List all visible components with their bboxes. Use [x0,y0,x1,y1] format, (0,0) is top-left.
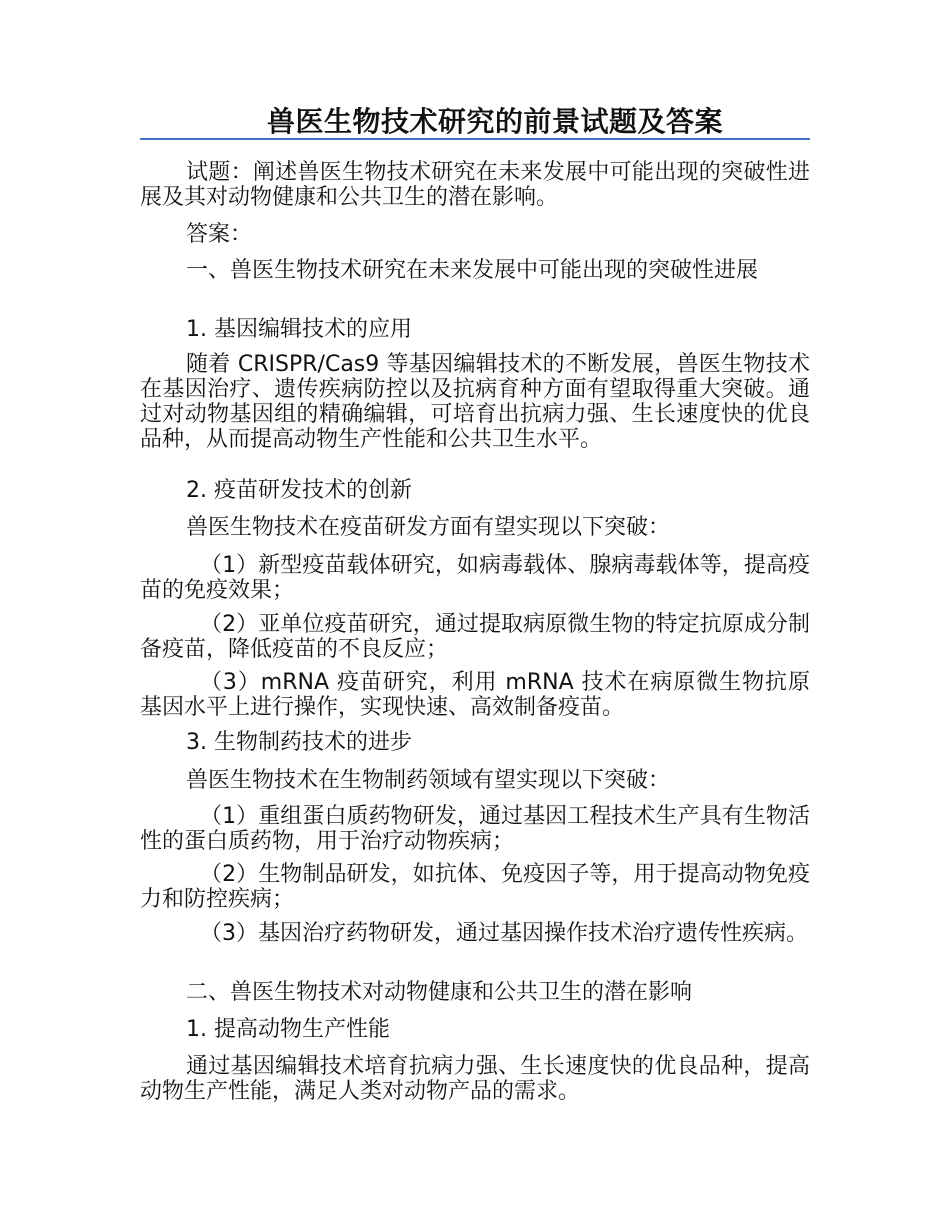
paragraph-productivity: 通过基因编辑技术培育抗病力强、生长速度快的优良品种，提高动物生产性能，满足人类对动物产品的需求。 [140,1054,810,1104]
paragraph-vaccine-intro: 兽医生物技术在疫苗研发方面有望实现以下突破： [186,515,671,540]
subheading-gene-editing: 1. 基因编辑技术的应用 [186,317,412,342]
list-item-vaccine-1: （1）新型疫苗载体研究，如病毒载体、腺病毒载体等，提高疫苗的免疫效果； [140,553,810,603]
paragraph-gene-editing: 随着 CRISPR/Cas9 等基因编辑技术的不断发展，兽医生物技术在基因治疗、遗传疾病防控以及抗病育种方面有望取得重大突破。通过对动物基因组的精确编辑，可培育出抗病力强、生长速度快的优良品种，从而提高动物生产性能和公共卫生水平。 [140,352,810,452]
list-item-biopharma-2: （2）生物制品研发，如抗体、免疫因子等，用于提高动物免疫力和防控疾病； [140,862,810,912]
list-item-biopharma-1: （1）重组蛋白质药物研发，通过基因工程技术生产具有生物活性的蛋白质药物，用于治疗动物疾病； [140,804,810,854]
document-title: 兽医生物技术研究的前景试题及答案 [266,105,723,138]
subheading-vaccine: 2. 疫苗研发技术的创新 [186,478,412,503]
title-underline [140,138,810,140]
subheading-biopharma: 3. 生物制药技术的进步 [186,730,412,755]
answer-label: 答案： [186,222,253,247]
question-paragraph: 试题：阐述兽医生物技术研究在未来发展中可能出现的突破性进展及其对动物健康和公共卫生的潜在影响。 [140,160,810,210]
list-item-vaccine-3: （3）mRNA 疫苗研究，利用 mRNA 技术在病原微生物抗原基因水平上进行操作，实现快速、高效制备疫苗。 [140,670,810,720]
paragraph-biopharma-intro: 兽医生物技术在生物制药领域有望实现以下突破： [186,768,671,793]
list-item-biopharma-3: （3）基因治疗药物研发，通过基因操作技术治疗遗传性疾病。 [200,921,808,946]
section-heading-2: 二、兽医生物技术对动物健康和公共卫生的潜在影响 [186,980,693,1005]
subheading-productivity: 1. 提高动物生产性能 [186,1017,390,1042]
list-item-vaccine-2: （2）亚单位疫苗研究，通过提取病原微生物的特定抗原成分制备疫苗，降低疫苗的不良反应； [140,612,810,662]
section-heading-1: 一、兽医生物技术研究在未来发展中可能出现的突破性进展 [186,258,759,283]
